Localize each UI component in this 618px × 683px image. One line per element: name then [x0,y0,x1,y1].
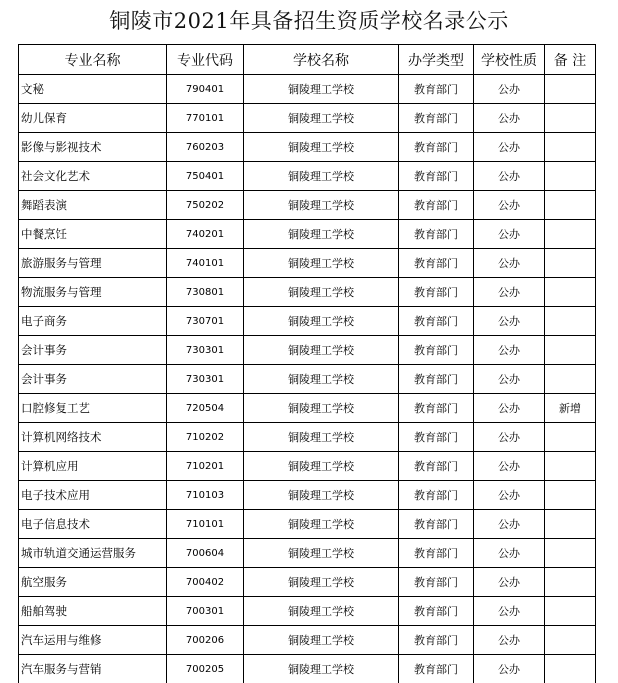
remarks-cell [545,220,596,249]
school-name-cell: 铜陵理工学校 [244,510,399,539]
school-name-cell: 铜陵理工学校 [244,220,399,249]
major-code-cell: 710101 [167,510,244,539]
school-nature-cell: 公办 [474,481,545,510]
school-type-cell: 教育部门 [399,423,474,452]
major-name-cell: 社会文化艺术 [19,162,167,191]
table-row [19,162,596,191]
major-name-cell: 幼儿保育 [19,104,167,133]
remarks-cell [545,162,596,191]
major-code-cell: 700205 [167,655,244,683]
table-row [19,539,596,568]
school-type-cell: 教育部门 [399,365,474,394]
major-name-cell: 电子技术应用 [19,481,167,510]
remarks-cell: 新增 [545,394,596,423]
header-remarks: 备 注 [545,45,596,75]
major-name-cell: 口腔修复工艺 [19,394,167,423]
major-code-cell: 700402 [167,568,244,597]
school-nature-cell: 公办 [474,75,545,104]
remarks-cell [545,336,596,365]
school-name-cell: 铜陵理工学校 [244,452,399,481]
major-code-cell: 710103 [167,481,244,510]
major-name-cell: 城市轨道交通运营服务 [19,539,167,568]
school-type-cell: 教育部门 [399,481,474,510]
remarks-cell [545,481,596,510]
major-name-cell: 影像与影视技术 [19,133,167,162]
major-code-cell: 790401 [167,75,244,104]
remarks-cell [545,278,596,307]
page-title: 铜陵市2021年具备招生资质学校名录公示 [0,4,618,38]
school-nature-cell: 公办 [474,307,545,336]
school-nature-cell: 公办 [474,539,545,568]
school-nature-cell: 公办 [474,220,545,249]
school-nature-cell: 公办 [474,510,545,539]
major-name-cell: 汽车服务与营销 [19,655,167,683]
header-major-code: 专业代码 [167,45,244,75]
major-code-cell: 720504 [167,394,244,423]
major-name-cell: 文秘 [19,75,167,104]
major-name-cell: 会计事务 [19,336,167,365]
major-name-cell: 计算机网络技术 [19,423,167,452]
major-name-cell: 舞蹈表演 [19,191,167,220]
school-type-cell: 教育部门 [399,597,474,626]
school-name-cell: 铜陵理工学校 [244,249,399,278]
remarks-cell [545,539,596,568]
school-name-cell: 铜陵理工学校 [244,481,399,510]
remarks-cell [545,655,596,683]
school-type-cell: 教育部门 [399,75,474,104]
major-code-cell: 710201 [167,452,244,481]
major-name-cell: 物流服务与管理 [19,278,167,307]
remarks-cell [545,452,596,481]
school-type-cell: 教育部门 [399,133,474,162]
major-code-cell: 740201 [167,220,244,249]
table-row [19,307,596,336]
table-row [19,133,596,162]
school-nature-cell: 公办 [474,191,545,220]
school-type-cell: 教育部门 [399,626,474,655]
table-row [19,423,596,452]
school-nature-cell: 公办 [474,597,545,626]
remarks-cell [545,423,596,452]
table-row [19,75,596,104]
school-type-cell: 教育部门 [399,249,474,278]
remarks-cell [545,191,596,220]
table-row [19,365,596,394]
school-name-cell: 铜陵理工学校 [244,423,399,452]
school-name-cell: 铜陵理工学校 [244,191,399,220]
school-name-cell: 铜陵理工学校 [244,365,399,394]
school-type-cell: 教育部门 [399,539,474,568]
major-code-cell: 750401 [167,162,244,191]
table-row [19,220,596,249]
remarks-cell [545,307,596,336]
remarks-cell [545,133,596,162]
major-code-cell: 730801 [167,278,244,307]
school-name-cell: 铜陵理工学校 [244,133,399,162]
school-type-cell: 教育部门 [399,452,474,481]
school-type-cell: 教育部门 [399,104,474,133]
school-nature-cell: 公办 [474,162,545,191]
major-name-cell: 电子商务 [19,307,167,336]
school-type-cell: 教育部门 [399,220,474,249]
header-major-name: 专业名称 [19,45,167,75]
major-code-cell: 730301 [167,336,244,365]
school-nature-cell: 公办 [474,452,545,481]
table-row [19,394,596,423]
header-school-nature: 学校性质 [474,45,545,75]
major-code-cell: 700301 [167,597,244,626]
school-nature-cell: 公办 [474,249,545,278]
school-nature-cell: 公办 [474,278,545,307]
remarks-cell [545,365,596,394]
table-row [19,481,596,510]
school-type-cell: 教育部门 [399,510,474,539]
school-nature-cell: 公办 [474,568,545,597]
school-type-cell: 教育部门 [399,307,474,336]
major-code-cell: 750202 [167,191,244,220]
school-nature-cell: 公办 [474,133,545,162]
school-name-cell: 铜陵理工学校 [244,626,399,655]
school-nature-cell: 公办 [474,655,545,683]
table-header-row [19,45,596,75]
school-type-cell: 教育部门 [399,568,474,597]
school-name-cell: 铜陵理工学校 [244,394,399,423]
school-type-cell: 教育部门 [399,394,474,423]
school-nature-cell: 公办 [474,423,545,452]
table-row [19,597,596,626]
school-nature-cell: 公办 [474,394,545,423]
school-name-cell: 铜陵理工学校 [244,336,399,365]
school-name-cell: 铜陵理工学校 [244,104,399,133]
remarks-cell [545,510,596,539]
major-code-cell: 700206 [167,626,244,655]
table-row [19,249,596,278]
school-name-cell: 铜陵理工学校 [244,539,399,568]
header-school-name: 学校名称 [244,45,399,75]
table-row [19,626,596,655]
table-row [19,452,596,481]
major-name-cell: 汽车运用与维修 [19,626,167,655]
major-code-cell: 730301 [167,365,244,394]
school-name-cell: 铜陵理工学校 [244,568,399,597]
school-nature-cell: 公办 [474,365,545,394]
major-code-cell: 740101 [167,249,244,278]
major-name-cell: 旅游服务与管理 [19,249,167,278]
table-row [19,655,596,683]
remarks-cell [545,626,596,655]
school-type-cell: 教育部门 [399,162,474,191]
major-name-cell: 计算机应用 [19,452,167,481]
header-school-type: 办学类型 [399,45,474,75]
school-name-cell: 铜陵理工学校 [244,162,399,191]
school-type-cell: 教育部门 [399,336,474,365]
major-name-cell: 航空服务 [19,568,167,597]
table-row [19,568,596,597]
table-row [19,191,596,220]
school-name-cell: 铜陵理工学校 [244,597,399,626]
remarks-cell [545,597,596,626]
major-code-cell: 760203 [167,133,244,162]
major-name-cell: 会计事务 [19,365,167,394]
major-code-cell: 710202 [167,423,244,452]
school-name-cell: 铜陵理工学校 [244,278,399,307]
major-code-cell: 700604 [167,539,244,568]
major-code-cell: 770101 [167,104,244,133]
table-row [19,104,596,133]
remarks-cell [545,249,596,278]
school-name-cell: 铜陵理工学校 [244,75,399,104]
table-row [19,510,596,539]
school-name-cell: 铜陵理工学校 [244,655,399,683]
school-name-cell: 铜陵理工学校 [244,307,399,336]
school-nature-cell: 公办 [474,626,545,655]
major-name-cell: 船舶驾驶 [19,597,167,626]
remarks-cell [545,568,596,597]
major-name-cell: 电子信息技术 [19,510,167,539]
major-name-cell: 中餐烹饪 [19,220,167,249]
table-row [19,336,596,365]
major-code-cell: 730701 [167,307,244,336]
school-nature-cell: 公办 [474,104,545,133]
school-type-cell: 教育部门 [399,278,474,307]
school-type-cell: 教育部门 [399,655,474,683]
school-type-cell: 教育部门 [399,191,474,220]
remarks-cell [545,104,596,133]
school-list-table [18,44,596,683]
school-nature-cell: 公办 [474,336,545,365]
remarks-cell [545,75,596,104]
table-row [19,278,596,307]
